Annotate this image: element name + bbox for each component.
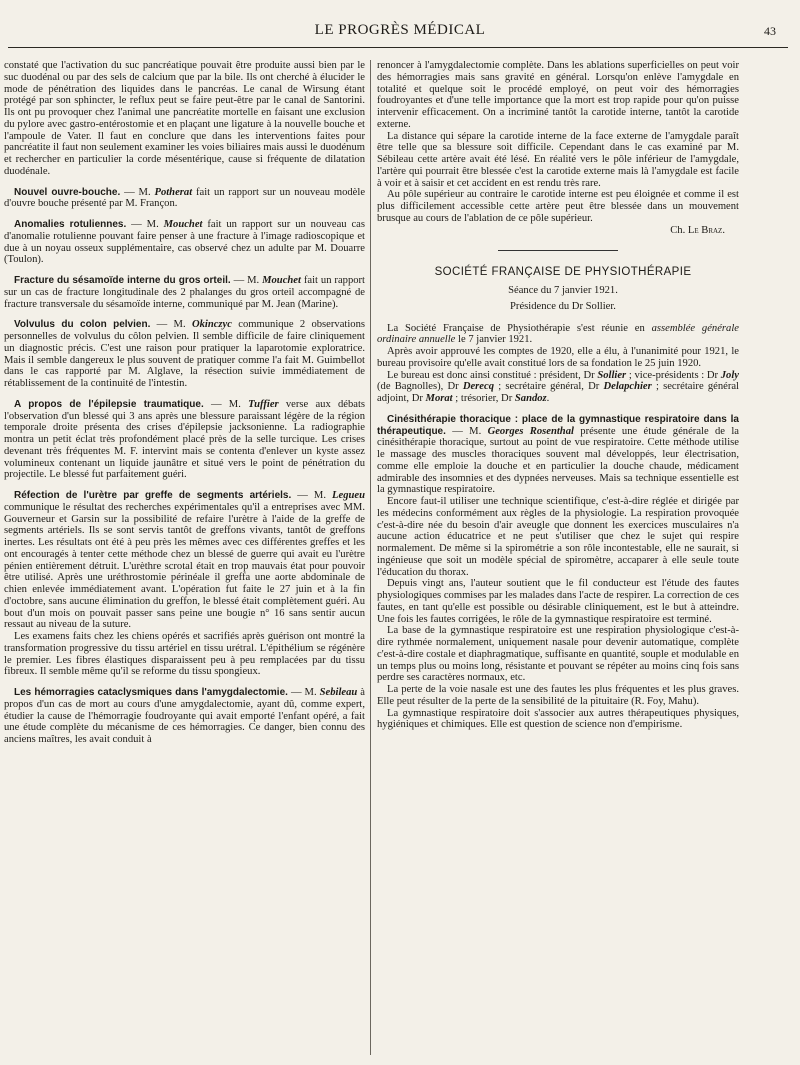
bureau-list <box>377 370 739 405</box>
section-heading: A propos de l'épilepsie traumatique. <box>14 398 204 410</box>
member-name: Delapchier <box>603 381 652 393</box>
presidence: Présidence du Dr Sollier. <box>510 300 616 312</box>
signature-suffix: . <box>722 224 725 236</box>
text: ; vice-présidents : Dr <box>626 369 721 381</box>
session-date: Séance du 7 janvier 1921. <box>508 285 618 296</box>
report-rosenthal <box>377 414 739 496</box>
member-name: Morat <box>425 393 453 404</box>
report-text: à propos d'un cas de mort au cours d'une amygdalectomie, ayant dû, comme expert, étudier la cause de l'hémorragie foudroyante qui avait emporté l'enfant opéré, a fait une étude complète du mécanisme de ces hémorragies. Ce danger, bien connu des anciens maîtres, les avait conduit à <box>4 687 366 745</box>
dash: — M. <box>291 490 333 501</box>
report-mouchet-rotule <box>4 219 365 266</box>
author-name: Mouchet <box>163 219 203 230</box>
report-text: verse aux débats l'observation d'un blessé qui 3 ans après une blessure paraissant légère de la région temporale droite présenta des crises d'épilepsie jacksonienne. La radiographie montra un petit éclat très profondément placé près de la selle turcique. Les crises devenant très fréquentes M. F. intervint mais se contenta d'enlever un kyste assez volumineux contenant un liquide jaunâtre et situé vers le point de pénétration du projectile. Le blessé fut parfaitement guéri. <box>4 398 366 481</box>
text: ; secrétaire général, Dr <box>494 381 604 393</box>
text: (de Bagnolles), Dr <box>377 381 463 393</box>
report-text: fait un rapport sur un nouveau modèle d'ouvre bouche présenté par M. Françon. <box>4 186 366 210</box>
dash: — M. <box>287 687 320 698</box>
signature-name: Le Braz <box>687 224 723 236</box>
author-name: Sebileau <box>319 687 358 698</box>
report-text: communique 2 observations personnelles de volvulus du côlon pelvien. Il semble difficile de faire cliniquement un diagnostic précis. C'est une raison pour pratiquer la laparotomie exploratrice. Mais il semble dangereux le plus souvent de pratiquer comme l'a fait M. Guimbellot dans le cas rapporté par M. Alglave, la résection suivie immédiatement de rétablissement de la continuité de l'intestin. <box>4 319 366 389</box>
society-title: SOCIÉTÉ FRANÇAISE DE PHYSIOTHÉRAPIE <box>434 266 692 279</box>
paragraph: Les examens faits chez les chiens opérés et sacrifiés après guérison ont montré la transformation progressive du tissu artériel en tissu urétral. L'épithélium se régénère le premier. Les fibres élastiques disparaissent peu à peu remplacées par du tissu fibreux. Il semble même qu'il se reforme du tissu spongieux. <box>4 631 365 678</box>
section-heading: Réfection de l'urètre par greffe de segments artériels. <box>14 490 292 501</box>
report-legueu <box>4 490 365 631</box>
report-text: présente une étude générale de la cinésithérapie thoracique, surtout au point de vue respiratoire. Cette méthode utilise le massage des muscles thoraciques souvent mal développés, leur électrisation, comme elle emploie la douche et en particulier la douche chaude, médicament admirable des insomnies et des dypnées nerveuses. Mais sa technique essentielle est la gymnastique respiratoire. <box>377 425 739 496</box>
report-text: fait un rapport sur un nouveau cas d'anomalie rotulienne pouvant faire penser à une fracture à l'image radioscopique et due à un noyau osseux supplémentaire, cas observé chez un adulte par M. Douarre (Toulon). <box>4 219 365 266</box>
left-column <box>4 60 365 746</box>
paragraph: renoncer à l'amygdalectomie complète. Dans les ablations superficielles on peut voir des hémorragies mais sans gravité en général. Lorsqu'on enlève l'amygdale en totalité et quelque soit le procédé employé, on peut voir des hémorragies foudroyantes et d'une telle importance que la mort est trop rapide pour qu'on puisse intervenir efficacement. On a incriminé tantôt la carotide interne, tantôt la carotide externe. <box>377 60 739 130</box>
author-name: Tuffier <box>248 398 279 410</box>
paragraph: La perte de la voie nasale est une des fautes les plus fréquentes et les plus graves. Elle peut résulter de la perte de la sensibilité de la pituitaire (R. Foy, Mahu). <box>377 684 739 707</box>
page-number: 43 <box>764 24 776 38</box>
paragraph: La distance qui sépare la carotide interne de la face externe de l'amygdale paraît être telle que sa blessure soit difficile. Cependant dans le cas examiné par M. Sébileau cette artère avait été lésé. En réalité vers le pôle inférieur de l'amygdale, l'artère qui pourrait être blessée c'est la carotide externe mais là l'amygdale est facile à voir et à saisir et cet accident en est rendu très rare. <box>377 130 739 189</box>
section-heading: Volvulus du colon pelvien. <box>14 319 151 331</box>
author-name: Mouchet <box>262 275 301 286</box>
report-okinczyc <box>4 319 365 390</box>
author-name: Legueu <box>332 490 365 501</box>
signature-prefix: Ch. <box>670 224 688 236</box>
dash: — M. <box>230 275 263 286</box>
paragraph: Depuis vingt ans, l'auteur soutient que le fil conducteur est l'étude des fautes physiologiques commises par les malades dans l'acte de respirer. La correction de ces fautes, en tant qu'elle est possible ou désirable cliniquement, est le but à atteindre. Une fois les fautes corrigées, le rôle de la gymnastique respiratoire est terminé. <box>377 578 739 625</box>
dash: — M. <box>120 186 155 198</box>
report-mouchet-sesamoide <box>4 275 365 310</box>
author-name: Georges Rosenthal <box>487 425 574 437</box>
section-heading: Cinésithérapie thoracique : place de la gymnastique respiratoire dans la thérapeutique. <box>377 413 739 437</box>
signature <box>377 225 739 237</box>
column-divider <box>370 60 371 1055</box>
author-name: Potherat <box>154 186 193 198</box>
dash: — M. <box>126 219 164 230</box>
italic-text: assemblée générale ordinaire annuelle <box>377 322 739 346</box>
paragraph: La gymnastique respiratoire doit s'associer aux autres thérapeutiques physiques, hygiéniques et chimiques. Elle est question de science non d'empirisme. <box>377 707 739 731</box>
section-separator <box>498 250 618 251</box>
text: La Société Française de Physiothérapie s'est réunie en <box>387 322 652 334</box>
member-name: Sollier <box>597 369 627 381</box>
text: ; trésorier, Dr <box>452 393 515 404</box>
member-name: Sandoz <box>514 393 547 404</box>
section-heading: Fracture du sésamoïde interne du gros orteil. <box>14 275 231 286</box>
report-text: communique le résultat des recherches expérimentales qu'il a entreprises avec MM. Gouverneur et Garsin sur la possibilité de refaire l'urètre à l'aide de la greffe de segments artériels. Ils se sont servis tantôt de greffons vivants, tantôt de greffons inertes. Les résultats ont été à peu près les mêmes avec ces différentes greffes et les ont encouragés à tenter cette méthode chez un blessé de guerre qui avait eu l'urètre pénien entièrement détruit. L'urèthre scrotal était en trop mauvais état pour pouvoir être utilisé. Après une uréthrostomie périnéale il greffa une aorte abdominale de chien enlevée immédiatement avant. L'opération fut faite le 27 juin et à la fin d'octobre, sans aucune élimination du greffon, le blessé était complètement guéri. Au bout d'un mois on pouvait passer sans peine une bougie n° 16 sans sentir aucun ressaut au niveau de la suture. <box>4 501 365 631</box>
paragraph: La base de la gymnastique respiratoire est une respiration physiologique c'est-à-dire rythmée normalement, uniquement nasale pour devenir automatique, complète c'est-à-dire costale et diaphragmatique, suffisante en quantité, souple et modulable en un temps plus ou moins long, résistante et pouvant se répéter au moins cinq fois sans perdre ses caractères normaux, etc. <box>377 625 739 684</box>
dash: — M. <box>150 319 192 331</box>
report-tuffier <box>4 399 365 481</box>
section-heading: Les hémorragies cataclysmiques dans l'amygdalectomie. <box>14 687 288 698</box>
dash: — M. <box>445 425 488 437</box>
author-name: Okinczyc <box>191 319 232 331</box>
text: le 7 janvier 1921. <box>455 334 533 346</box>
member-name: Derecq <box>462 381 495 393</box>
report-text: fait un rapport sur un cas de fracture longitudinale des 2 phalanges du gros orteil accompagné de fracture transversale du sésamoïde interne, communiqué par M. Jean (Marine). <box>4 275 366 310</box>
paragraph: Au pôle supérieur au contraire le carotide interne est peu éloignée et comme il est plus difficilement accessible cette artère peut être blessée dans un mouvement brusque au cours de l'ablation de ce pôle supérieur. <box>377 189 739 224</box>
running-header <box>10 22 790 42</box>
journal-title: LE PROGRÈS MÉDICAL <box>314 22 486 38</box>
text: ; secrétaire général adjoint, Dr <box>377 381 740 404</box>
paragraph: constaté que l'activation du suc pancréatique pouvait être produite aussi bien par le suc duodénal ou par des sels de calcium que par la bile. Ils ont cherché à élucider le mode de pénétration des liquides dans le pancréas. Le canal de Wirsung étant protégé par son sphincter, le reflux peut se faire peut-être par le canal de Santorini. Ils ont pu provoquer chez l'animal une pancréatite mortelle en faisant une exclusion du pylore avec gastro-entérostomie et en plaçant une ligature à la nouvelle bouche et l'ampoule de Vater. Il faut en conclure que dans les interventions faites pour pancréatite il faut non seulement examiner les voies biliaires mais aussi le duodénum et rechercher en particulier la corde mésentérique, cause si fréquente de dilatation duodénale. <box>4 60 365 177</box>
text: . <box>546 393 550 404</box>
right-column <box>377 60 739 731</box>
section-heading: Anomalies rotuliennes. <box>14 219 127 230</box>
paragraph: Après avoir approuvé les comptes de 1920, elle a élu, à l'unanimité pour 1921, le bureau provisoire qu'elle avait constitué lors de sa fondation le 25 juin 1920. <box>377 346 739 369</box>
report-sebileau <box>4 687 365 746</box>
section-heading: Nouvel ouvre-bouche. <box>14 186 121 198</box>
header-rule <box>8 47 788 48</box>
member-name: Joly <box>720 369 739 381</box>
paragraph: Encore faut-il utiliser une technique scientifique, c'est-à-dire réglée et dirigée par les médecins conformément aux règles de la physiologie. La respiration provoquée c'est-à-dire née du besoin d'air aveugle que donnent les exercices musculaires n'a aucune action éducatrice et ne peut s'utiliser que chez le sujet qui respire normalement. De même si la spirométrie a son rôle incontestable, elle ne saurait, si ingénieuse que soit un modèle spécial de spiromètre, accaparer à elle seule toute l'éducation du thorax. <box>377 496 739 578</box>
report-potherat <box>4 187 365 211</box>
paragraph <box>377 323 739 347</box>
dash: — M. <box>203 398 249 410</box>
text: Le bureau est donc ainsi constitué : président, Dr <box>387 369 598 381</box>
